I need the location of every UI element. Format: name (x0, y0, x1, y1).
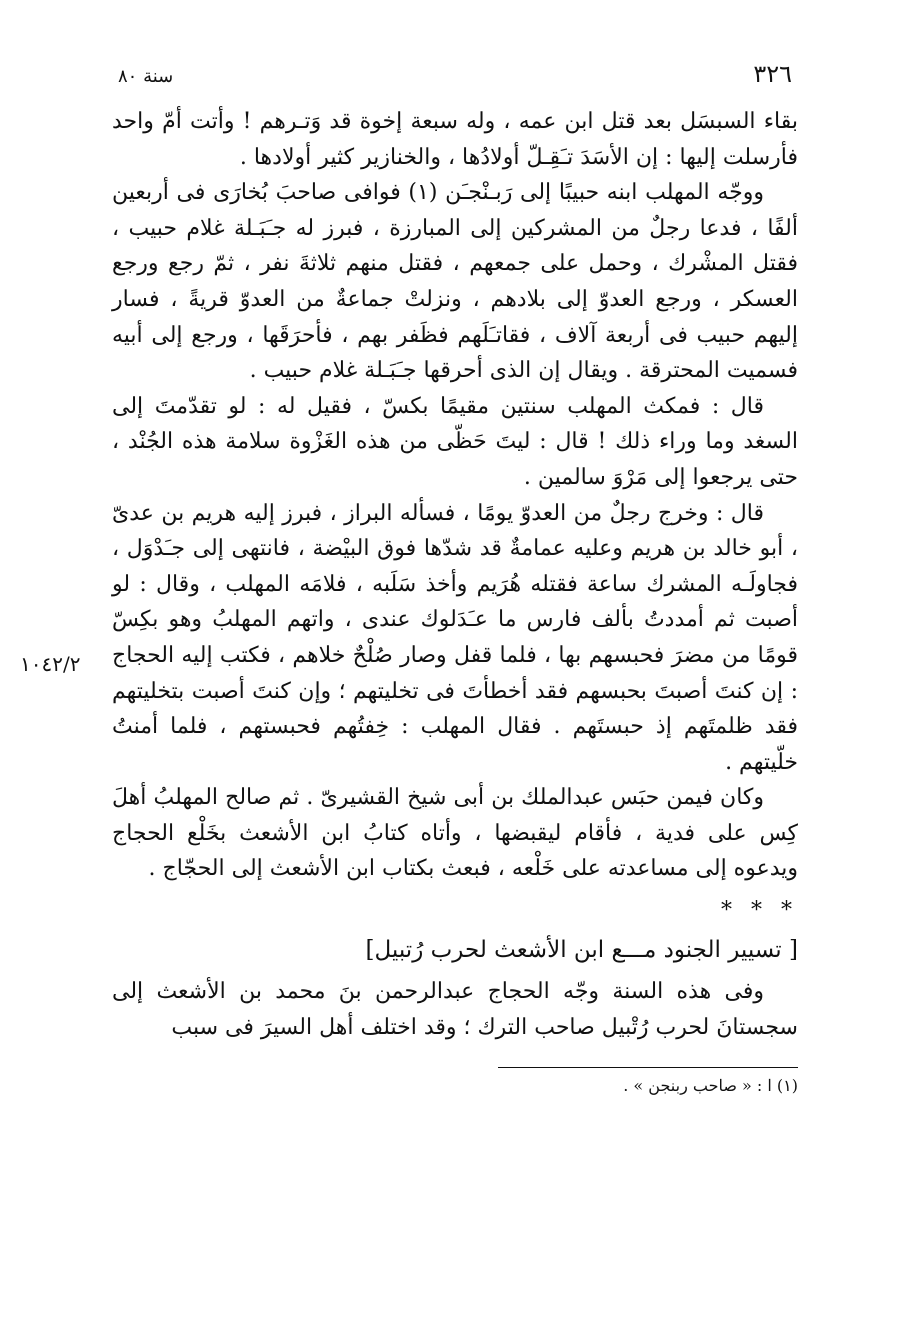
footnote-divider (498, 1067, 798, 1068)
paragraph: وفى هذه السنة وجّه الحجاج عبدالرحمن بنَ محمد بن الأشعث إلى سجستانَ لحرب رُتْبيل صاحب الترك ؛ وقد اختلف أهل السيرَ فى سبب (112, 979, 798, 1040)
paragraph: وكان فيمن حبَس عبدالملك بن أبى شيخ القشيرىّ . ثم صالح المهلبُ أهلَ كِس على فدية ، فأقام ليقبضها ، وأتاه كتابُ ابن الأشعث بخَلْع الحجاج ويدعوه إلى مساعدته على خَلْعه ، فبعث بكتاب ابن الأشعث إلى الحجّاج . (112, 785, 798, 882)
margin-reference: ١٠٤٢/٢ (20, 652, 81, 676)
section-title: [ تسيير الجنود مـــع ابن الأشعث لحرب رُتبيل] (365, 936, 798, 963)
main-text (112, 104, 798, 1045)
paragraph: بقاء السبسَل بعد قتل ابن عمه ، وله سبعة إخوة قد وَتـرهم ! وأتت أمّ واحد فأرسلت إليها : إن الأسَدَ تـَقِـلّ أولادُها ، والخنازير كثير أولادها . (112, 109, 798, 170)
year-label: سنة ٨٠ (118, 66, 174, 87)
paragraph: قال : وخرج رجلٌ من العدوّ يومًا ، فسأله البراز ، فبرز إليه هريم بن عدىّ ، أبو خالد بن هريم وعليه عمامةٌ قد شدّها فوق البيْضة ، فانتهى إلى جـَدْوَل ، فجاولَـه المشرك ساعة فقتله هُرَيم وأخذ سَلَبه ، فلامَه المهلب ، وقال : لو أصبت ثم أمددتُ بألف فارس ما عـَدَلوك عندى ، واتهم المهلبُ وهو بكِسّ قومًا من مضرَ فحبسهم بها ، فلما قفل وصار صُلْحٌ خلاهم ، فكتب إليه الحجاج : إن كنتَ أصبتَ بحبسهم فقد أخطأتَ فى تخليتهم ؛ وإن كنتَ أصبت بتخليتهم فقد ظلمتَهم إذ حبستَهم . فقال المهلب : خِفتُهم فحبستهم ، فلما أمنتُ خلّيتهم . (112, 500, 798, 775)
paragraph: قال : فمكث المهلب سنتين مقيمًا بكسّ ، فقيل له : لو تقدّمتَ إلى السغد وما وراء ذلك ! قال : ليتَ حَظّى من هذه الغَزْوة سلامة هذه الجُنْد ، حتى يرجعوا إلى مَرْوَ سالمين . (112, 393, 798, 490)
section-separator: * * * (721, 898, 798, 924)
footnote: (١) ا : « صاحب ربنجن » . (623, 1076, 798, 1096)
page-header (112, 60, 798, 88)
paragraph: ووجّه المهلب ابنه حبيبًا إلى رَبـنْجـَن (١) فوافى صاحبَ بُخارَى فى أربعين ألفًا ، فدعا رجلٌ من المشركين إلى المبارزة ، فبرز له جـَبَـلة غلام حبيب ، فقتل المشْرك ، وحمل على جمعهم ، فقتل منهم ثلاثةَ نفر ، ثمّ رجع ورجع العسكر ، ورجع العدوّ إلى بلادهم ، ونزلتْ جماعةٌ من العدوّ قريةً ، فسار إليهم حبيب فى أربعة آلاف ، فقاتـَلَهم فظَفر بهم ، فأحرَقَها ، ورجع إلى أبيه فسميت المحترقة . ويقال إن الذى أحرقها جـَبَـلة غلام حبيب . (112, 180, 798, 384)
page-number: ٣٢٦ (753, 60, 792, 88)
